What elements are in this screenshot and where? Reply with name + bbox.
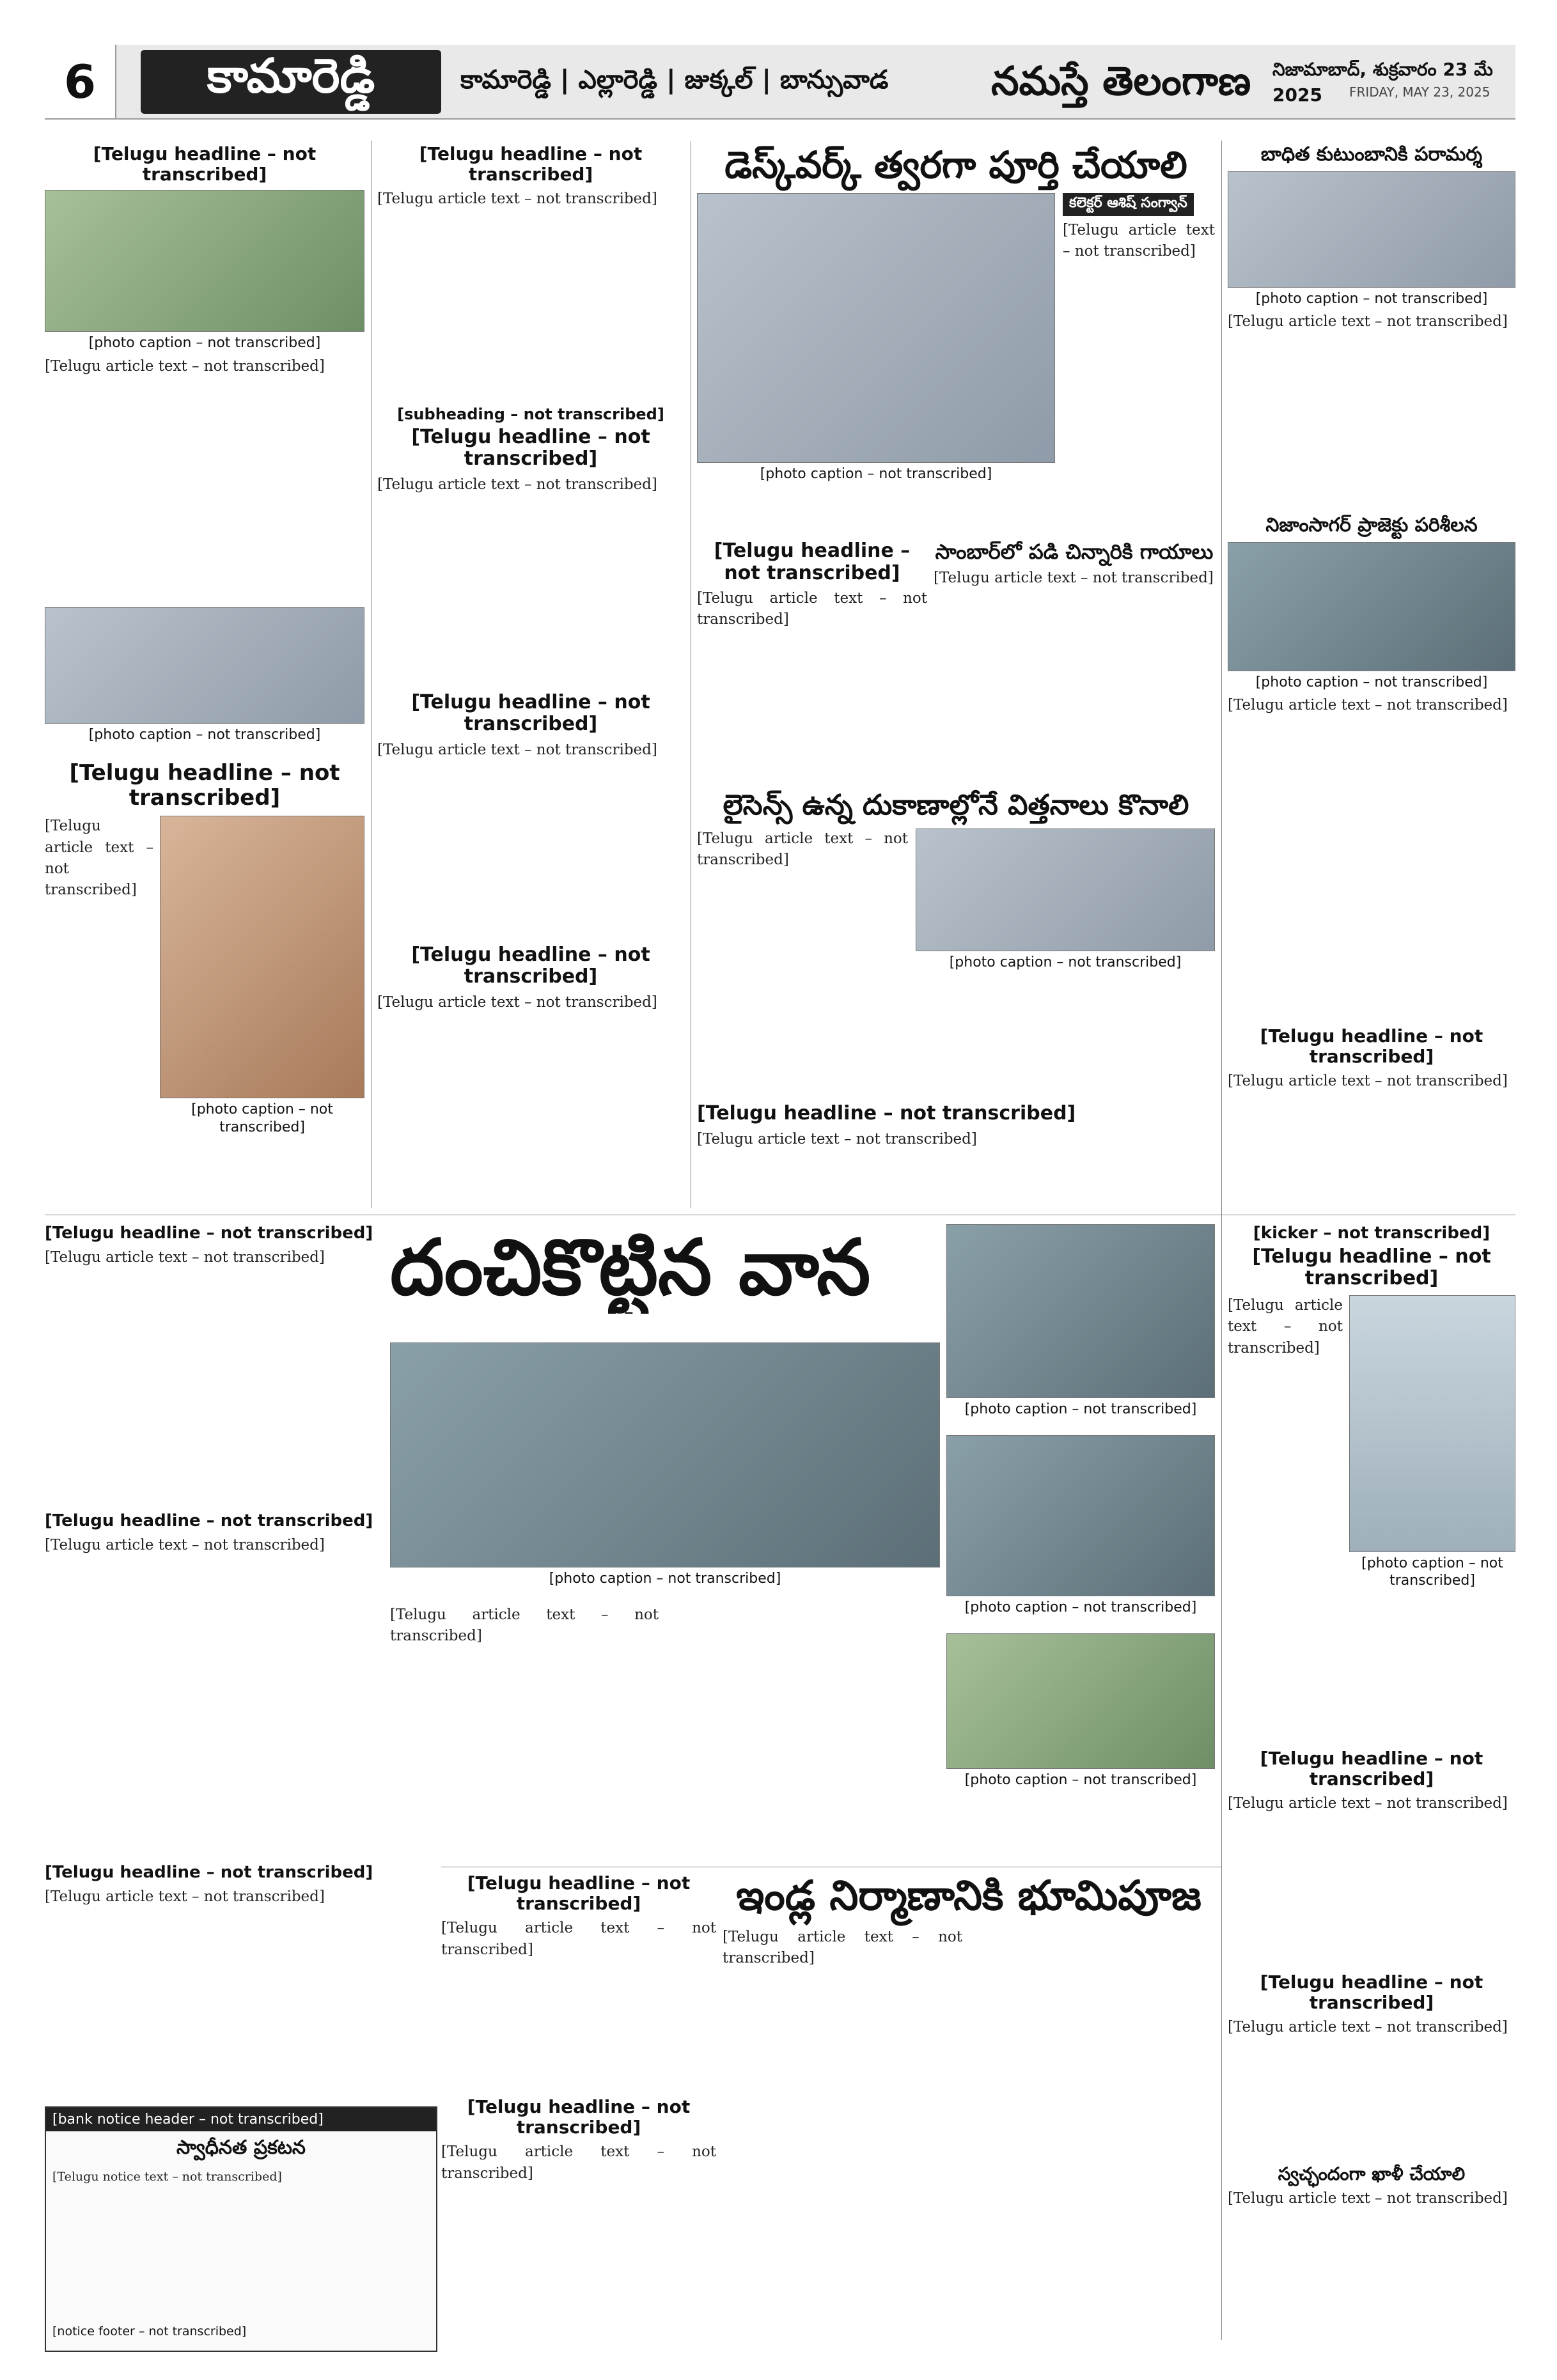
lead-main-photo — [390, 1342, 940, 1598]
masthead — [45, 45, 1515, 120]
article-a5 — [697, 144, 1215, 534]
article-headline: లైసెన్స్ ఉన్న దుకాణాల్లోనే విత్తనాలు కొనాలి — [723, 789, 1189, 821]
article-body: [Telugu article text – not transcribed] — [45, 1248, 325, 1266]
photo-caption: [photo caption – not transcribed] — [964, 1599, 1197, 1615]
article-c3 — [1228, 1972, 1515, 2158]
article-content — [697, 193, 1215, 488]
article-body: [Telugu article text – not transcribed] — [697, 590, 927, 628]
article-body: [Telugu article text – not transcribed] — [45, 357, 325, 375]
article-headline: [Telugu headline – not transcribed] — [45, 1512, 373, 1530]
article-body: [Telugu article text – not transcribed] — [441, 2143, 716, 2182]
article-photo — [946, 1435, 1215, 1596]
article-a8 — [697, 789, 1215, 1096]
photo-caption: [photo caption – not transcribed] — [964, 1772, 1197, 1788]
article-headline: సాంబార్‌లో పడి చిన్నారికి గాయాలు — [935, 540, 1214, 564]
article-content — [45, 816, 364, 1186]
section-title: కామారెడ్డి — [141, 50, 441, 114]
lead-body-block — [390, 1605, 940, 1860]
article-a3 — [45, 761, 364, 1208]
article-a1 — [45, 144, 364, 604]
article-b3 — [45, 1863, 435, 2100]
byline-tag: కలెక్టర్ ఆశిష్ సంగ్వాన్ — [1063, 193, 1194, 216]
article-body: [Telugu article text – not transcribed] — [697, 1130, 977, 1147]
article-d2 — [441, 2097, 716, 2349]
lead-body: [Telugu article text – not transcribed] — [390, 1606, 659, 1645]
article-headline: [Telugu headline – not transcribed] — [1260, 1026, 1483, 1068]
article-headline: [Telugu headline – not transcribed] — [411, 425, 650, 471]
photo-caption: [photo caption – not transcribed] — [964, 1401, 1197, 1417]
page-number: 6 — [45, 45, 116, 118]
article-headline: [Telugu headline – not transcribed] — [45, 1224, 373, 1243]
article-headline: [Telugu headline – not transcribed] — [69, 761, 340, 811]
photo-column — [916, 828, 1215, 1084]
article-c2 — [1228, 1748, 1515, 1966]
photo-caption: [photo caption – not transcribed] — [191, 1101, 333, 1135]
article-headline: [Telugu headline – not transcribed] — [1260, 1972, 1483, 2014]
article-body: [Telugu article text – not transcribed] — [1228, 1795, 1508, 1812]
article-b1 — [45, 1224, 435, 1505]
article-content — [697, 828, 1215, 1084]
subdistricts: కామారెడ్డి | ఎల్లారెడ్డి | జుక్కల్ | బాన్సువాడ — [460, 65, 889, 95]
article-a6 — [697, 540, 927, 783]
article-content — [1228, 1295, 1515, 1653]
article-body: [Telugu article text – not transcribed] — [1228, 2019, 1508, 2036]
article-body: [Telugu article text – not transcribed] — [377, 993, 657, 1011]
article-body: [Telugu article text – not transcribed] — [1228, 2190, 1508, 2207]
article-headline: [Telugu headline – not transcribed] — [419, 144, 643, 185]
article-d1 — [441, 1873, 716, 2090]
dateline-english: FRIDAY, MAY 23, 2025 — [1349, 84, 1490, 100]
article-photo — [1349, 1295, 1515, 1552]
article-photo — [916, 828, 1215, 951]
column-rule — [1221, 141, 1222, 2340]
photo-caption: [photo caption – not transcribed] — [949, 954, 1182, 970]
column-rule — [371, 141, 372, 1208]
article-photo — [45, 607, 364, 724]
article-c1 — [1228, 1224, 1515, 1742]
article-body: [Telugu article text – not transcribed] — [1228, 1296, 1343, 1357]
notice-footer: [notice footer – not transcribed] — [52, 2324, 247, 2338]
notice-body: [Telugu notice text – not transcribed] — [52, 2170, 282, 2184]
paper-name: నమస్తే తెలంగాణ — [991, 58, 1251, 104]
article-photo — [1228, 171, 1515, 288]
article-body: [Telugu article text – not transcribed] — [1063, 221, 1215, 260]
article-photo — [697, 193, 1055, 463]
photo-column — [697, 193, 1055, 488]
photo-caption: [photo caption – not transcribed] — [1255, 674, 1488, 690]
photo-column — [1349, 1295, 1515, 1653]
photo-caption: [photo caption – not transcribed] — [88, 727, 321, 743]
article-body: [Telugu article text – not transcribed] — [377, 191, 657, 208]
article-a10 — [1228, 144, 1515, 508]
article-headline: [Telugu headline – not transcribed] — [411, 690, 650, 736]
lead-headline: దంచికొట్టిన వాన — [390, 1224, 871, 1312]
article-body: [Telugu article text – not transcribed] — [1228, 1073, 1508, 1090]
article-photo — [160, 816, 364, 1098]
article-kicker: [kicker – not transcribed] — [1253, 1224, 1490, 1243]
article-a2 — [45, 607, 364, 754]
article-body: [Telugu article text – not transcribed] — [934, 569, 1214, 586]
notice-title: స్వాధీనత ప్రకటన — [176, 2136, 306, 2159]
article-body: [Telugu article text – not transcribed] — [441, 1920, 716, 1958]
photo-caption: [photo caption – not transcribed] — [1361, 1555, 1503, 1589]
article-headline: [Telugu headline – not transcribed] — [467, 1873, 691, 1915]
photo-caption: [photo caption – not transcribed] — [760, 465, 992, 482]
lead-photo-r1 — [946, 1224, 1215, 1429]
article-headline: [Telugu headline – not transcribed] — [1252, 1245, 1491, 1290]
lead-photo-r2 — [946, 1435, 1215, 1627]
article-body: [Telugu article text – not transcribed] — [377, 476, 657, 493]
lead-headline-block — [390, 1224, 940, 1314]
article-headline: [Telugu headline – not transcribed] — [467, 2097, 691, 2138]
article-body: [Telugu article text – not transcribed] — [1228, 697, 1508, 713]
article-headline: స్వచ్ఛందంగా ఖాళీ చేయాలి — [1278, 2164, 1466, 2184]
article-headline: బాధిత కుటుంబానికి పరామర్శ — [1260, 144, 1483, 166]
notice-header: [bank notice header – not transcribed] — [46, 2108, 436, 2131]
article-body: [Telugu article text – not transcribed] — [697, 830, 908, 868]
lead-photo-r3 — [946, 1633, 1215, 1800]
article-photo — [45, 190, 364, 332]
photo-column — [160, 816, 364, 1186]
article-headline: [Telugu headline – not transcribed] — [714, 540, 911, 584]
text-column — [1063, 193, 1215, 488]
article-headline: నిజాంసాగర్ ప్రాజెక్టు పరిశీలన — [1265, 515, 1478, 536]
article-c4 — [1228, 2164, 1515, 2349]
article-a11 — [1228, 515, 1515, 1020]
subheading: [subheading – not transcribed] — [397, 405, 664, 424]
article-photo — [946, 1224, 1215, 1398]
legal-notice — [45, 2106, 437, 2352]
article-headline: డెస్క్‌వర్క్ త్వరగా పూర్తి చేయాలి — [724, 144, 1187, 187]
article-a9 — [697, 1103, 1215, 1208]
article-body: [Telugu article text – not transcribed] — [377, 741, 657, 758]
article-photo — [390, 1342, 940, 1567]
article-b2 — [45, 1512, 435, 1857]
article-a12 — [1228, 1026, 1515, 1208]
article-body: [Telugu article text – not transcribed] — [45, 1536, 325, 1553]
article-body: [Telugu article text – not transcribed] — [45, 1888, 325, 1905]
article-headline: [Telugu headline – not transcribed] — [411, 943, 650, 988]
article-body: [Telugu article text – not transcribed] — [45, 818, 153, 899]
article-photo — [1228, 542, 1515, 671]
article-body: [Telugu article text – not transcribed] — [1228, 313, 1508, 330]
article-headline: [Telugu headline – not transcribed] — [1260, 1748, 1483, 1790]
article-a4 — [377, 144, 684, 1205]
article-d3 — [723, 1873, 1215, 2349]
article-body: [Telugu article text – not transcribed] — [723, 1928, 962, 1966]
photo-caption: [photo caption – not transcribed] — [1255, 290, 1488, 307]
article-headline: [Telugu headline – not transcribed] — [45, 1863, 373, 1882]
article-headline: ఇండ్ల నిర్మాణానికి భూమిపూజ — [736, 1873, 1201, 1920]
photo-caption: [photo caption – not transcribed] — [88, 335, 321, 352]
photo-caption: [photo caption – not transcribed] — [549, 1571, 781, 1587]
dateline: నిజామాబాద్, శుక్రవారం 23 మే 2025 — [1272, 59, 1493, 105]
article-a7 — [934, 540, 1215, 783]
article-photo — [946, 1633, 1215, 1769]
article-headline: [Telugu headline – not transcribed] — [93, 144, 317, 185]
article-headline: [Telugu headline – not transcribed] — [697, 1103, 1076, 1124]
